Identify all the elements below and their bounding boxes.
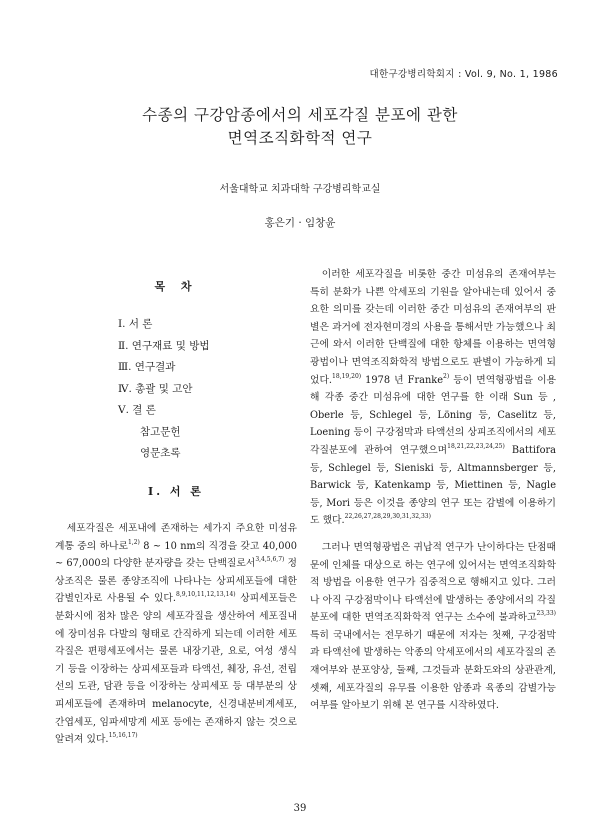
toc-item: 참고문헌 xyxy=(140,425,181,438)
toc-item: Ⅴ. 결 론 xyxy=(118,404,156,416)
title-line-1: 수종의 구강암종에서의 세포각질 분포에 관한 xyxy=(142,106,458,124)
journal-header: 대한구강병리학회지 : Vol. 9, No. 1, 1986 xyxy=(369,69,558,80)
intro-paragraph-3: 그러나 면역형광법은 귀납적 연구가 난이하다는 단점때문에 인체를 대상으로 하는 연구에 있어서는 면역조직화학적 방법을 이용한 연구가 집중적으로 행해지고 있다. 그러나 아직 구강점막이나 타액선에 발생하는 종양에서의 각질분포에 대한 면역조직화학적 연구는 소수에 불과하고$^{23,33)}$ 특히 국내에서는 전무하기 때문에 저자는 첫째, 구강점막과 타액선에 발생하는 악종의 악세포에서의 세포각질의 존재여부와 분포양상, 둘째, 그것들과 분화도와의 상관관계, 셋째, 세포각질의 유무를 이용한 암종과 육종의 감별가능여부를 알아보기 위해 본 연구를 시작하였다. xyxy=(310,541,556,712)
toc-heading: 목 차 xyxy=(154,280,198,293)
toc-item: Ⅲ. 연구결과 xyxy=(118,361,176,373)
left-column-body xyxy=(55,520,297,749)
citation: 1,2) xyxy=(127,538,140,546)
intro-paragraph-1: 세포각질은 세포내에 존재하는 세가지 주요한 미섬유계통 중의 하나로$^{1,2)}$ 8 ~ 10 nm의 직경을 갖고 40,000 ~ 67,000의 다양한 분자량을 갖는 단백질로서$^{3,4,5,6,7)}$ 정상조직은 물론 종양조직에 나타나는 상피세포들에 대한 감별인자로 사용될 수 있다.$^{8,9,10,11,12,13,14)}$ 상피세포들은 분화시에 점차 많은 양의 세포각질을 생산하여 세포질내에 장미섬유 다발의 형태로 간직하게 되는데 이러한 세포각질은 편평세포에서는 물론 내장기관, 요로, 여성 생식기 등을 이장하는 상피세포들과 타액선, 췌장, 유선, 전립선의 도관, 담관 등을 이장하는 상피세포 등 대부분의 상피세포들에 존재하며 melanocyte, 신경내분비계세포, 간엽세포, 임파세망계 세포 등에는 존재하지 않는 것으로 알려져 있다.$^{15,16,17)}$ xyxy=(55,523,298,746)
citation: 18,21,22,23,24,25) xyxy=(447,442,505,450)
citation: 3,4,5,6,7) xyxy=(255,556,285,564)
citation: 8,9,10,11,12,13,14) xyxy=(176,591,236,599)
citation: 22,26,27,28,29,30,31,32,33) xyxy=(344,513,431,521)
toc-item: Ⅱ. 연구재료 및 방법 xyxy=(118,339,210,352)
citation: 18,19,20) xyxy=(332,372,362,380)
toc-item: Ⅰ. 서 론 xyxy=(118,318,153,330)
toc-item: Ⅳ. 총괄 및 고안 xyxy=(118,382,193,395)
toc-item: 영문초록 xyxy=(140,447,181,459)
intro-paragraph-2: 이러한 세포각질을 비롯한 중간 미섬유의 존재여부는 특히 분화가 나쁜 악세포의 기원을 알아내는데 있어서 중요한 의미를 갖는데 이러한 중간 미섬유의 존재여부의 판별은 과거에 전자현미경의 사용을 통해서만 가능했으나 최근에 와서 이러한 단백질에 대한 항체를 이용하는 면역형광법이나 면역조직화학적 방법으로도 판별이 가능하게 되었다.$^{18,19,20)}$ 1978 년 Franke$^{2)}$ 등이 면역형광법을 이용해 각종 중간 미섬유에 대한 연구를 한 이래 Sun 등 , Oberle 등, Schlegel 등, Löning 등, Caselitz 등, Loening 등이 구강점막과 타액선의 상피조직에서의 세포각질분포에 관하여 연구했으며$^{18,21,22,23,24,25)}$ Battifora 등, Schlegel 등, Sieniski 등, Altmannsberger 등, Barwick 등, Katenkamp 등, Miettinen 등, Nagle 등, Mori 등은 이것을 종양의 연구 또는 감별에 이용하기도 했다.$^{22,26,27,28,29,30,31,32,33)}$ xyxy=(310,269,556,527)
citation: 23,33) xyxy=(536,610,556,618)
table-of-contents xyxy=(118,314,210,465)
authors: 홍은기 · 임창윤 xyxy=(264,217,336,229)
citation: 15,16,17) xyxy=(108,732,138,740)
affiliation: 서울대학교 치과대학 구강병리학교실 xyxy=(219,184,381,195)
page-number: 39 xyxy=(293,803,307,814)
title-line-2: 면역조직화학적 연구 xyxy=(227,129,373,147)
citation: 2) xyxy=(443,372,450,380)
right-column-body xyxy=(310,266,556,715)
section-heading-introduction: Ⅰ. 서 론 xyxy=(148,485,204,498)
